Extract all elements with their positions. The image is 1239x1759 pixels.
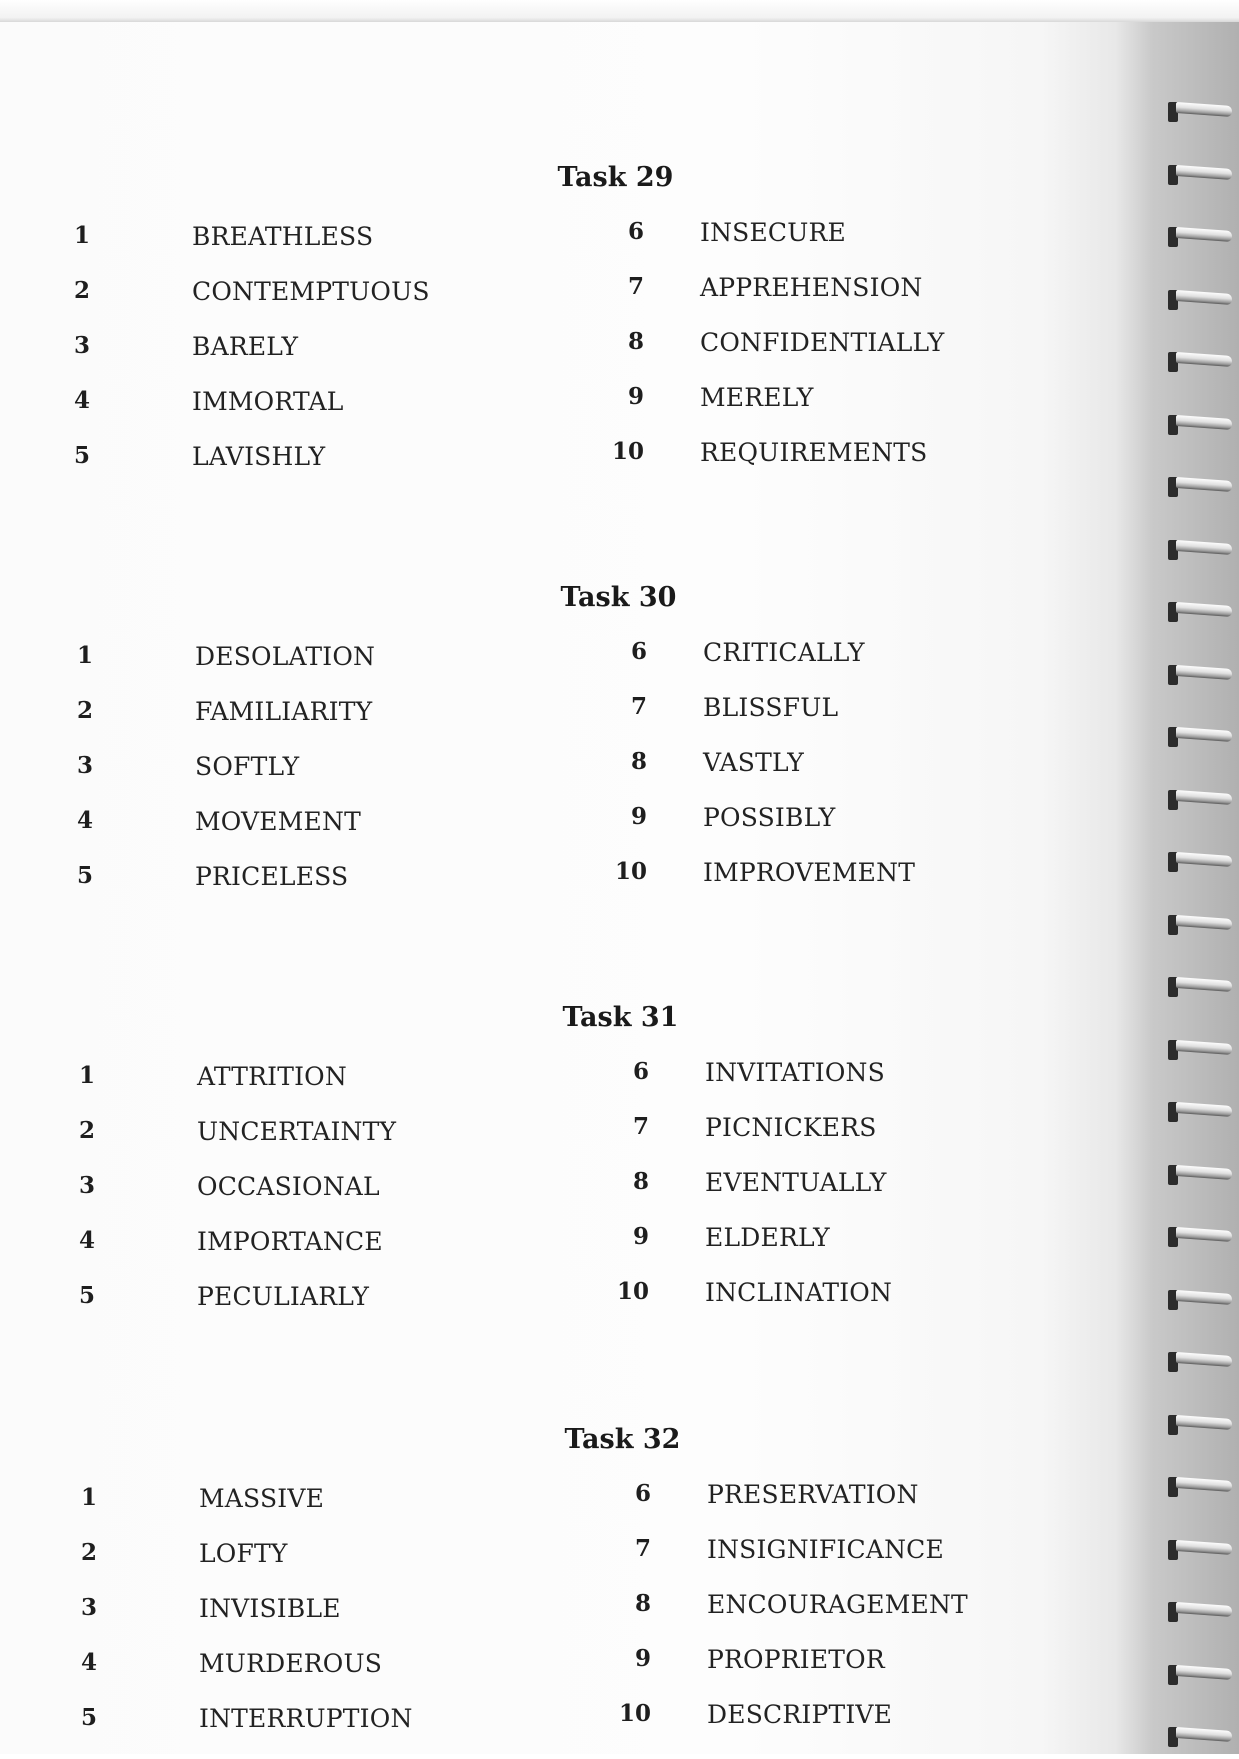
answer-word: PECULIARLY [197,1282,370,1311]
answer-word: OCCASIONAL [197,1172,380,1201]
binding-ring [1168,1163,1230,1185]
binding-wire [1176,1352,1232,1367]
item-number: 4 [81,1649,98,1676]
answer-word: INSIGNIFICANCE [707,1535,944,1564]
item-number: 10 [611,438,644,465]
binding-ring [1168,850,1230,872]
binding-wire [1176,1165,1232,1180]
item-number: 3 [74,332,91,359]
answer-word: BLISSFUL [703,693,839,722]
binding-wire [1176,1665,1232,1680]
binding-wire [1176,290,1232,305]
binding-ring [1168,913,1230,935]
item-number: 8 [627,328,644,355]
binding-wire [1176,415,1232,430]
binding-ring [1168,413,1230,435]
binding-ring [1168,975,1230,997]
binding-ring [1168,1663,1230,1685]
item-number: 2 [81,1539,98,1566]
item-number: 4 [79,1227,96,1254]
answer-word: DESOLATION [195,642,376,671]
binding-ring [1168,1350,1230,1372]
binding-wire [1176,665,1232,680]
binding-wire [1176,1102,1232,1117]
page-top-edge [0,0,1239,22]
item-number: 2 [74,277,91,304]
answer-word: REQUIREMENTS [700,438,928,467]
item-number: 6 [630,638,647,665]
spiral-binding [1160,0,1239,1754]
binding-ring [1168,1600,1230,1622]
item-number: 1 [79,1062,96,1089]
answer-word: DESCRIPTIVE [707,1700,893,1729]
item-number: 7 [632,1113,649,1140]
answer-word: FAMILIARITY [195,697,373,726]
answer-word: MOVEMENT [195,807,361,836]
item-number: 7 [634,1535,651,1562]
binding-wire [1176,1540,1232,1555]
answer-word: SOFTLY [195,752,300,781]
binding-ring [1168,1100,1230,1122]
binding-wire [1176,1040,1232,1055]
answer-word: INVISIBLE [199,1594,341,1623]
answer-word: PROPRIETOR [707,1645,885,1674]
item-number: 2 [77,697,94,724]
item-number: 5 [74,442,91,469]
binding-ring [1168,288,1230,310]
answer-word: PRICELESS [195,862,349,891]
answer-word: UNCERTAINTY [197,1117,397,1146]
item-number: 10 [614,858,647,885]
answer-word: VASTLY [703,748,804,777]
task-title: Task 32 [564,1424,681,1455]
answer-word: ATTRITION [197,1062,347,1091]
item-number: 6 [634,1480,651,1507]
item-number: 8 [630,748,647,775]
binding-wire [1176,727,1232,742]
answer-word: LOFTY [199,1539,288,1568]
answer-word: POSSIBLY [703,803,836,832]
binding-wire [1176,915,1232,930]
item-number: 10 [618,1700,651,1727]
answer-word: EVENTUALLY [705,1168,887,1197]
answer-word: BARELY [192,332,299,361]
answer-word: CONFIDENTIALLY [700,328,945,357]
item-number: 3 [77,752,94,779]
binding-wire [1176,1290,1232,1305]
answer-word: LAVISHLY [192,442,326,471]
item-number: 6 [632,1058,649,1085]
item-number: 5 [79,1282,96,1309]
item-number: 3 [79,1172,96,1199]
binding-wire [1176,1227,1232,1242]
item-number: 4 [74,387,91,414]
answer-word: IMPORTANCE [197,1227,383,1256]
task-title: Task 29 [557,162,674,193]
binding-wire [1176,852,1232,867]
answer-word: INSECURE [700,218,846,247]
answer-word: ENCOURAGEMENT [707,1590,968,1619]
item-number: 1 [81,1484,98,1511]
answer-word: MURDEROUS [199,1649,383,1678]
binding-ring [1168,538,1230,560]
binding-wire [1176,102,1232,117]
answer-word: CRITICALLY [703,638,865,667]
item-number: 8 [634,1590,651,1617]
binding-ring [1168,1038,1230,1060]
binding-ring [1168,350,1230,372]
binding-ring [1168,225,1230,247]
answer-word: IMMORTAL [192,387,344,416]
item-number: 2 [79,1117,96,1144]
binding-wire [1176,790,1232,805]
item-number: 5 [81,1704,98,1731]
binding-wire [1176,352,1232,367]
binding-wire [1176,1602,1232,1617]
item-number: 6 [627,218,644,245]
item-number: 10 [616,1278,649,1305]
binding-wire [1176,1477,1232,1492]
item-number: 9 [634,1645,651,1672]
item-number: 9 [632,1223,649,1250]
binding-wire [1176,227,1232,242]
binding-ring [1168,1288,1230,1310]
binding-ring [1168,1725,1230,1747]
task-title: Task 30 [560,582,677,613]
item-number: 5 [77,862,94,889]
item-number: 1 [77,642,94,669]
binding-ring [1168,1538,1230,1560]
task-title: Task 31 [562,1002,679,1033]
binding-ring [1168,100,1230,122]
item-number: 1 [74,222,91,249]
item-number: 3 [81,1594,98,1621]
answer-word: MASSIVE [199,1484,325,1513]
answer-word: IMPROVEMENT [703,858,916,887]
binding-wire [1176,477,1232,492]
item-number: 9 [627,383,644,410]
answer-word: INTERRUPTION [199,1704,413,1733]
binding-ring [1168,788,1230,810]
binding-ring [1168,1475,1230,1497]
answer-word: BREATHLESS [192,222,374,251]
binding-ring [1168,1225,1230,1247]
answer-word: MERELY [700,383,814,412]
binding-ring [1168,663,1230,685]
answer-word: CONTEMPTUOUS [192,277,430,306]
answer-word: INVITATIONS [705,1058,885,1087]
answer-word: INCLINATION [705,1278,893,1307]
binding-ring [1168,725,1230,747]
answer-word: APPREHENSION [700,273,923,302]
binding-wire [1176,540,1232,555]
binding-wire [1176,1727,1232,1742]
answer-word: ELDERLY [705,1223,830,1252]
binding-wire [1176,977,1232,992]
answer-word: PICNICKERS [705,1113,877,1142]
item-number: 7 [627,273,644,300]
binding-ring [1168,475,1230,497]
answer-word: PRESERVATION [707,1480,919,1509]
item-number: 4 [77,807,94,834]
item-number: 7 [630,693,647,720]
item-number: 9 [630,803,647,830]
item-number: 8 [632,1168,649,1195]
